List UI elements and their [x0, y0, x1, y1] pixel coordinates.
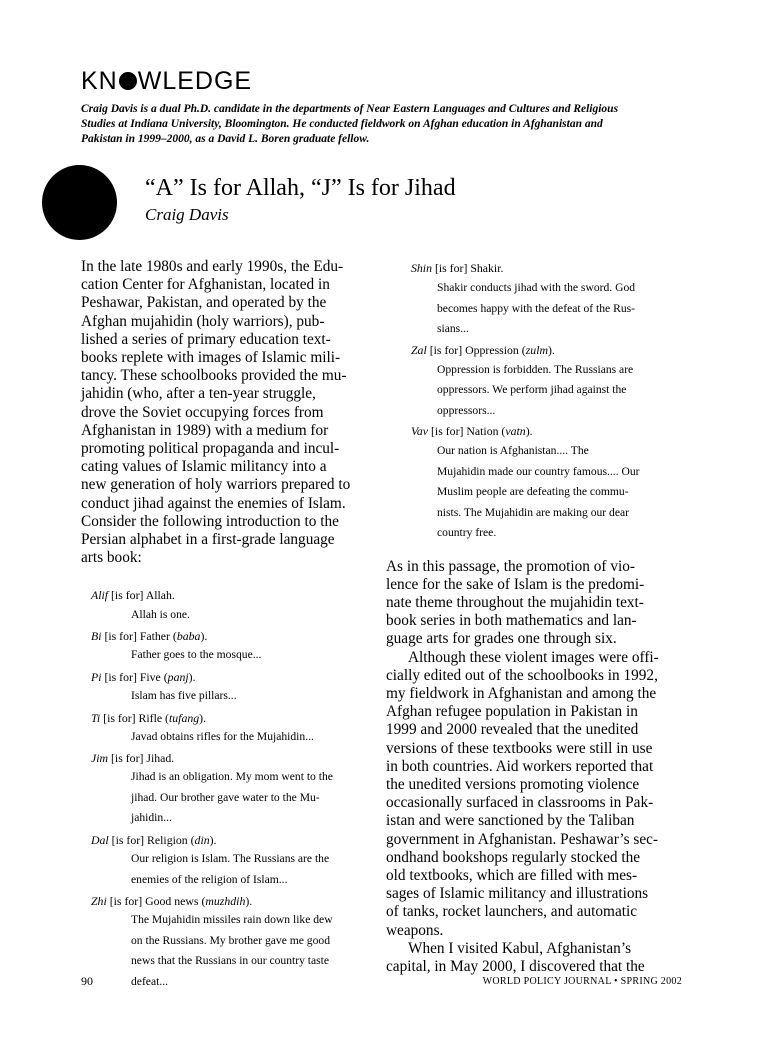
bio-line: Studies at Indiana University, Bloomington. He conducted fieldwork on Afghan education in Afghanistan and: [81, 118, 603, 130]
bio-line: Pakistan in 1999–2000, as a David L. Boren graduate fellow.: [81, 133, 370, 145]
alphabet-entry-text: [91, 849, 371, 890]
alphabet-word: [is for] Rifle (: [103, 710, 169, 725]
alphabet-transliteration: din: [194, 832, 210, 847]
alphabet-entry-line: Islam has five pillars...: [131, 689, 237, 703]
text-line: cation Center for Afghanistan, located in: [81, 276, 330, 294]
text-line: When I visited Kabul, Afghanistan’s: [408, 939, 632, 957]
text-line: arts book:: [81, 549, 142, 567]
left-column: [81, 258, 371, 995]
alphabet-entry-text: [411, 441, 686, 544]
alphabet-transliteration: panj: [167, 669, 189, 684]
alphabet-entry-heading: [91, 893, 371, 910]
text-line: Afghan mujahidin (holy warriors), pub-: [81, 312, 325, 330]
alphabet-letter: Alif: [91, 588, 109, 603]
alphabet-entry-text: [91, 767, 371, 829]
decorative-black-circle: [42, 165, 117, 240]
text-line: the unedited versions promoting violence: [386, 775, 640, 793]
alphabet-entry-heading: [91, 832, 371, 849]
alphabet-word: [is for] Father (: [104, 629, 177, 644]
alphabet-entry-line: becomes happy with the defeat of the Rus-: [437, 301, 635, 315]
alphabet-word-end: ).: [548, 342, 555, 357]
alphabet-entry-line: Our religion is Islam. The Russians are the: [131, 852, 330, 866]
alphabet-letter: Zhi: [91, 894, 107, 909]
journal-footer: WORLD POLICY JOURNAL • SPRING 2002: [482, 976, 682, 987]
text-line: occasionally surfaced in classrooms in Pak-: [386, 794, 654, 812]
alphabet-entry-heading: [91, 710, 371, 727]
text-line: As in this passage, the promotion of vio-: [386, 557, 635, 575]
alphabet-word-end: ).: [199, 710, 207, 725]
text-line: tancy. These schoolbooks provided the mu-: [81, 367, 347, 385]
text-line: weapons.: [386, 921, 444, 939]
alphabet-entry-line: Muslim people are defeating the commu-: [437, 485, 629, 498]
text-line: books replete with images of Islamic mili-: [81, 349, 341, 367]
text-line: drove the Soviet occupying forces from: [81, 403, 324, 421]
alphabet-word-end: ).: [525, 424, 533, 438]
section-title: KN WLEDGE: [81, 67, 253, 95]
text-line: nate theme throughout the mujahidin text-: [386, 593, 644, 611]
alphabet-entry-heading: [411, 340, 686, 360]
alphabet-list-right: [386, 258, 686, 544]
text-line: Persian alphabet in a first-grade language: [81, 531, 335, 549]
article-author: Craig Davis: [145, 205, 229, 224]
alphabet-word: [is for] Shakir.: [434, 261, 504, 275]
alphabet-entry-line: Oppression is forbidden. The Russians are: [437, 362, 634, 376]
text-line: Afghan refugee population in Pakistan in: [386, 703, 638, 721]
alphabet-entry-line: Allah is one.: [131, 607, 190, 621]
alphabet-entry: [91, 587, 371, 625]
page-number: 90: [81, 974, 93, 988]
alphabet-entry-line: Shakir conducts jihad with the sword. God: [437, 281, 636, 294]
text-line: book series in both mathematics and lan-: [386, 612, 637, 630]
alphabet-entry-text: [91, 605, 371, 626]
alphabet-entry: [91, 669, 371, 707]
text-line: In the late 1980s and early 1990s, the Edu-: [81, 258, 344, 275]
alphabet-letter: Pi: [91, 669, 102, 684]
alphabet-entry: [91, 893, 371, 992]
text-line: new generation of holy warriors prepared to: [81, 476, 351, 494]
alphabet-entry-text: [411, 278, 686, 340]
article-title: “A” Is for Allah, “J” Is for Jihad: [145, 175, 456, 201]
alphabet-entry-line: jahidin...: [131, 811, 172, 825]
alphabet-entry-heading: [91, 587, 371, 604]
text-line: old textbooks, which are filled with mes-: [386, 866, 638, 884]
text-line: of tanks, rocket launchers, and automatic: [386, 903, 638, 921]
alphabet-entry: [386, 340, 686, 422]
alphabet-transliteration: muzhdih: [205, 894, 246, 909]
text-line: cially edited out of the schoolbooks in 1992,: [386, 666, 658, 684]
alphabet-word: [is for] Oppression (: [429, 342, 526, 357]
alphabet-word-end: ).: [188, 669, 196, 684]
alphabet-entry-line: oppressors...: [437, 403, 496, 417]
alphabet-entry: [91, 710, 371, 748]
text-line: Peshawar, Pakistan, and operated by the: [81, 294, 327, 312]
alphabet-entry: [91, 832, 371, 890]
alphabet-letter: Bi: [91, 629, 102, 644]
alphabet-word: [is for] Jihad.: [111, 751, 175, 766]
text-line: Although these violent images were offi-: [408, 648, 659, 666]
alphabet-transliteration: vatn: [505, 424, 526, 438]
alphabet-entry-line: defeat...: [131, 974, 169, 988]
text-line: my fieldwork in Afghanistan and among the: [386, 684, 657, 702]
alphabet-transliteration: baba: [176, 629, 201, 644]
text-line: jahidin (who, after a ten-year struggle,: [81, 385, 316, 403]
right-column: [386, 258, 686, 976]
text-line: lished a series of primary education text-: [81, 330, 331, 348]
alphabet-entry-line: Our nation is Afghanistan.... The: [437, 444, 589, 457]
section-logo-dot: [119, 72, 137, 90]
paragraph-3: [386, 940, 686, 976]
alphabet-word: [is for] Religion (: [111, 832, 195, 847]
alphabet-entry-heading: [91, 669, 371, 686]
alphabet-entry-heading: [91, 628, 371, 645]
text-line: in both countries. Aid workers reported that: [386, 757, 654, 775]
alphabet-entry-line: enemies of the religion of Islam...: [131, 872, 288, 886]
alphabet-entry-line: Javad obtains rifles for the Mujahidin...: [131, 729, 314, 743]
text-line: conduct jihad against the enemies of Islam.: [81, 494, 346, 512]
alphabet-entry: [386, 258, 686, 340]
alphabet-entry-heading: [91, 750, 371, 767]
alphabet-transliteration: zulm: [525, 342, 548, 357]
alphabet-letter: Dal: [91, 832, 109, 847]
bio-line: Craig Davis is a dual Ph.D. candidate in the departments of Near Eastern Languages and Cultures and Religious: [81, 103, 619, 115]
text-line: ondhand bookshops regularly stocked the: [386, 848, 641, 866]
alphabet-entry-text: [411, 360, 686, 422]
alphabet-list-left: [81, 587, 371, 992]
text-line: sages of Islamic militancy and illustrations: [386, 885, 649, 903]
alphabet-letter: Zal: [411, 342, 427, 357]
alphabet-word-end: ).: [245, 894, 253, 909]
text-line: government in Afghanistan. Peshawar’s sec-: [386, 830, 659, 848]
text-line: 1999 and 2000 revealed that the unedited: [386, 721, 639, 739]
alphabet-entry: [386, 421, 686, 544]
alphabet-letter: Ti: [91, 710, 101, 725]
alphabet-entry-heading: [411, 421, 686, 441]
alphabet-entry: [91, 628, 371, 666]
alphabet-entry-line: nists. The Mujahidin are making our dear: [437, 505, 630, 519]
text-line: guage arts for grades one through six.: [386, 630, 617, 648]
alphabet-entry-text: [91, 645, 371, 666]
alphabet-entry-line: news that the Russians in our country taste: [131, 954, 330, 968]
text-line: cating values of Islamic militancy into a: [81, 458, 327, 476]
alphabet-word-end: ).: [200, 629, 208, 644]
alphabet-entry-text: [91, 910, 371, 992]
text-line: istan and were sanctioned by the Taliban: [386, 812, 635, 830]
alphabet-word: [is for] Five (: [104, 669, 168, 684]
alphabet-entry-line: Father goes to the mosque...: [131, 648, 262, 662]
text-line: promoting political propaganda and incul-: [81, 440, 340, 458]
alphabet-word: [is for] Allah.: [111, 588, 175, 603]
alphabet-entry-line: sians...: [437, 322, 469, 335]
alphabet-letter: Shin: [411, 261, 432, 275]
paragraph-1: [386, 558, 686, 649]
text-line: Consider the following introduction to the: [81, 512, 339, 530]
alphabet-entry-line: oppressors. We perform jihad against the: [437, 383, 627, 396]
alphabet-entry-line: on the Russians. My brother gave me good: [131, 933, 330, 947]
author-bio: [81, 102, 681, 147]
alphabet-word: [is for] Nation (: [431, 424, 506, 438]
alphabet-word: [is for] Good news (: [109, 894, 206, 909]
alphabet-entry: [91, 750, 371, 829]
paragraph-2: [386, 649, 686, 940]
alphabet-entry-line: Jihad is an obligation. My mom went to the: [131, 770, 333, 784]
text-line: capital, in May 2000, I discovered that the: [386, 957, 645, 975]
alphabet-entry-line: country free.: [437, 526, 497, 539]
alphabet-transliteration: tufang: [169, 710, 200, 725]
alphabet-word-end: ).: [209, 832, 217, 847]
alphabet-entry-line: Mujahidin made our country famous.... Our: [437, 464, 640, 478]
alphabet-letter: Jim: [91, 751, 109, 766]
alphabet-entry-line: The Mujahidin missiles rain down like dew: [131, 913, 333, 927]
alphabet-entry-line: jihad. Our brother gave water to the Mu-: [131, 790, 320, 804]
text-line: lence for the sake of Islam is the predomi-: [386, 575, 645, 593]
text-line: Afghanistan in 1989) with a medium for: [81, 421, 329, 439]
alphabet-entry-heading: [411, 258, 686, 278]
alphabet-entry-text: [91, 686, 371, 707]
text-line: versions of these textbooks were still in use: [386, 739, 653, 757]
intro-paragraph: [81, 258, 371, 567]
alphabet-letter: Vav: [411, 424, 429, 438]
alphabet-entry-text: [91, 727, 371, 748]
